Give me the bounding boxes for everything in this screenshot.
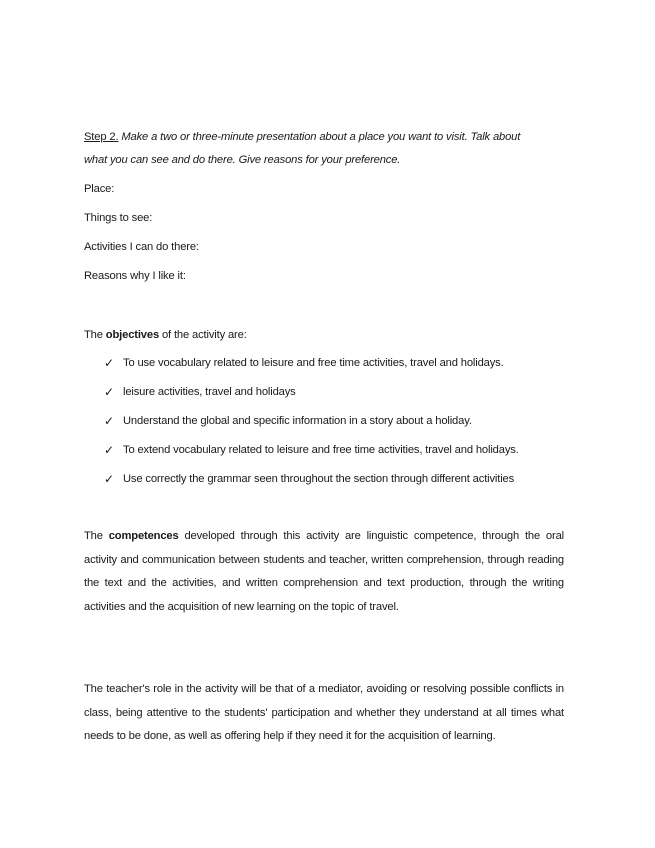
objective-text: To use vocabulary related to leisure and free time activities, travel and holidays. <box>123 357 504 369</box>
objectives-keyword: objectives <box>105 329 160 341</box>
check-icon: ✓ <box>104 385 114 399</box>
objective-text: leisure activities, travel and holidays <box>123 386 296 398</box>
step-instruction-text-1: Make a two or three-minute presentation about a place you want to visit. Talk about <box>121 131 521 143</box>
check-icon: ✓ <box>104 472 114 486</box>
objectives-prefix: The <box>84 329 106 341</box>
step-instruction-line-2: what you can see and do there. Give reasons for your preference. <box>84 154 401 166</box>
field-place: Place: <box>84 183 115 195</box>
objective-text: To extend vocabulary related to leisure and free time activities, travel and holidays. <box>123 444 519 456</box>
objectives-suffix: of the activity are: <box>159 329 247 341</box>
check-icon: ✓ <box>104 443 114 457</box>
competences-body: developed through this activity are linguistic competence, through the oral activity and communication between students and teacher, written comprehension, through reading the text and the activities, and written comprehension and text production, through the writing activities and the acquisition of new learning on the topic of travel. <box>84 530 564 613</box>
step-instruction-line-1 <box>84 131 520 143</box>
field-reasons: Reasons why I like it: <box>84 270 186 282</box>
teacher-role-paragraph: The teacher's role in the activity will be that of a mediator, avoiding or resolving possible conflicts in class, being attentive to the students' participation and whether they understand at all times what needs to be done, as well as offering help if they need it for the acquisition of learning. <box>84 683 564 743</box>
competences-keyword: competences <box>108 530 179 542</box>
field-things-to-see: Things to see: <box>84 212 153 224</box>
objectives-intro <box>84 329 247 341</box>
competences-prefix: The <box>84 530 109 542</box>
competences-paragraph <box>84 525 564 619</box>
objective-text: Understand the global and specific information in a story about a holiday. <box>123 415 472 427</box>
objective-text: Use correctly the grammar seen throughout the section through different activities <box>123 473 515 485</box>
check-icon: ✓ <box>104 414 114 428</box>
step-label: Step 2. <box>84 131 119 143</box>
field-activities: Activities I can do there: <box>84 241 199 253</box>
check-icon: ✓ <box>104 356 114 370</box>
